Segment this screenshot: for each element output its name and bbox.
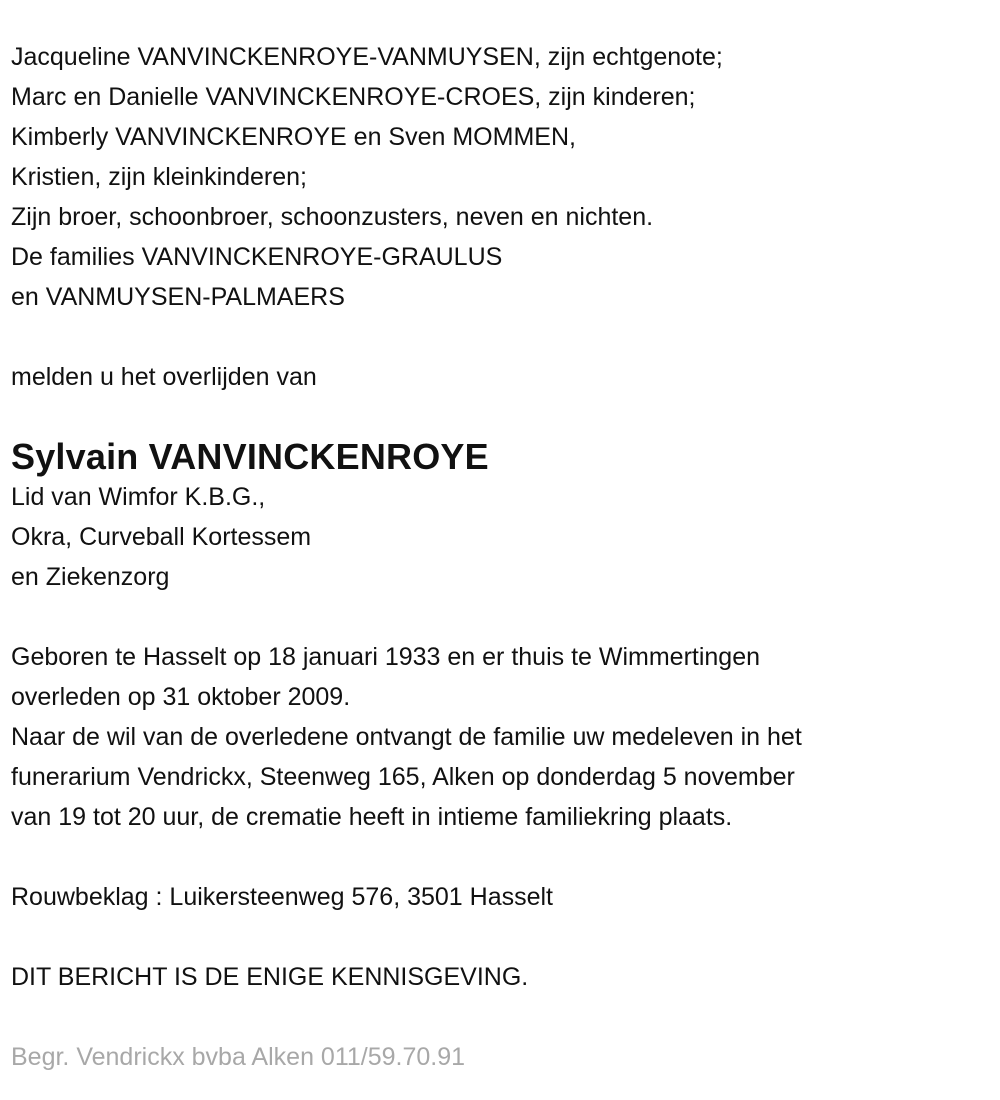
details: [11, 637, 802, 837]
notice: DIT BERICHT IS DE ENIGE KENNISGEVING.: [11, 963, 529, 991]
details-line: overleden op 31 oktober 2009.: [11, 683, 351, 711]
memberships: [11, 477, 802, 597]
family-line: De families VANVINCKENROYE-GRAULUS: [11, 243, 503, 271]
family-list: [11, 37, 802, 317]
details-line: funerarium Vendrickx, Steenweg 165, Alken op donderdag 5 november: [11, 763, 795, 791]
membership-line: en Ziekenzorg: [11, 563, 170, 591]
details-line: Naar de wil van de overledene ontvangt de familie uw medeleven in het: [11, 723, 802, 751]
family-line: Kristien, zijn kleinkinderen;: [11, 163, 307, 191]
details-line: Geboren te Hasselt op 18 januari 1933 en er thuis te Wimmertingen: [11, 643, 761, 671]
family-line: Zijn broer, schoonbroer, schoonzusters, neven en nichten.: [11, 203, 654, 231]
family-line: Kimberly VANVINCKENROYE en Sven MOMMEN,: [11, 123, 576, 151]
obituary-notice: [11, 37, 802, 1077]
condolence-address: Rouwbeklag : Luikersteenweg 576, 3501 Hasselt: [11, 883, 554, 911]
funeral-home-footer: Begr. Vendrickx bvba Alken 011/59.70.91: [11, 1043, 466, 1071]
membership-line: Lid van Wimfor K.B.G.,: [11, 483, 266, 511]
family-line: en VANMUYSEN-PALMAERS: [11, 283, 345, 311]
family-line: Marc en Danielle VANVINCKENROYE-CROES, zijn kinderen;: [11, 83, 696, 111]
membership-line: Okra, Curveball Kortessem: [11, 523, 312, 551]
deceased-name: Sylvain VANVINCKENROYE: [11, 436, 489, 477]
announcement: melden u het overlijden van: [11, 363, 317, 391]
details-line: van 19 tot 20 uur, de crematie heeft in intieme familiekring plaats.: [11, 803, 733, 831]
family-line: Jacqueline VANVINCKENROYE-VANMUYSEN, zijn echtgenote;: [11, 43, 723, 71]
